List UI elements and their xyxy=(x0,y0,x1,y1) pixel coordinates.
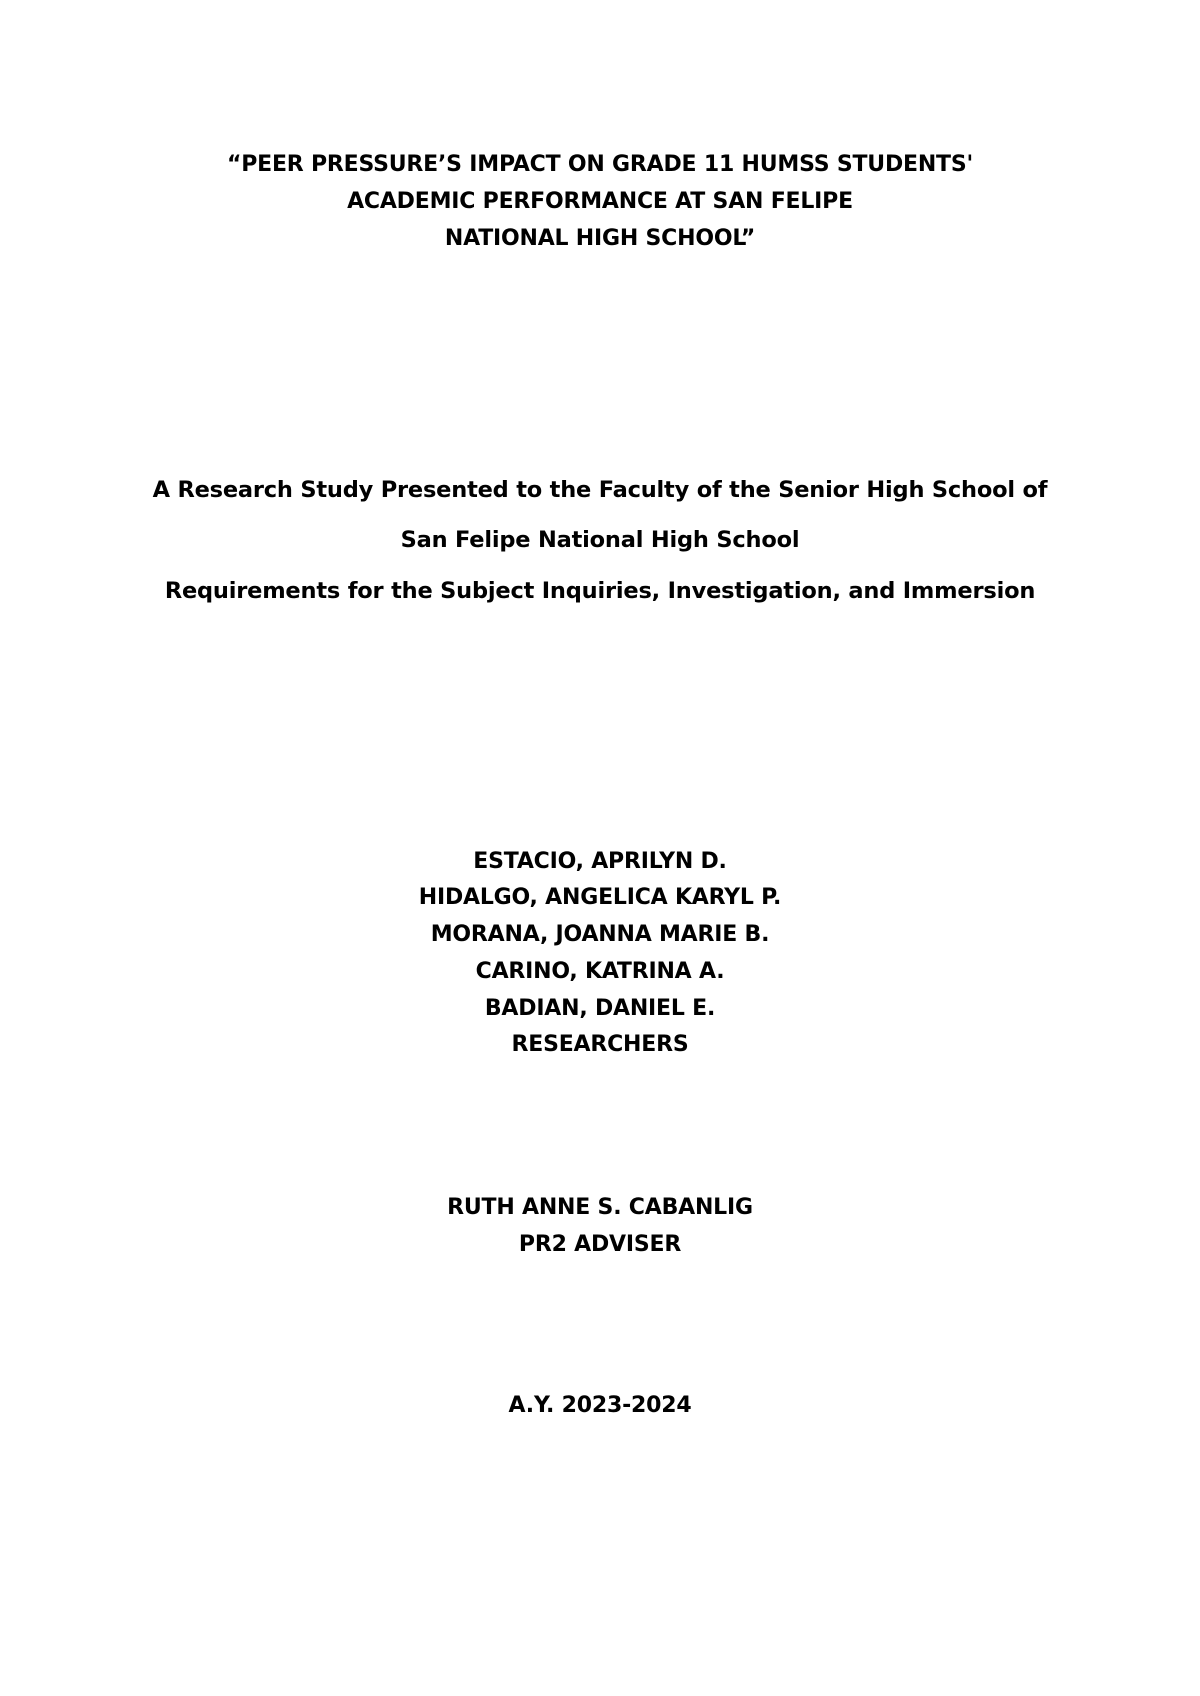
researchers-label: RESEARCHERS xyxy=(511,1032,689,1057)
researcher-name-1: ESTACIO, APRILYN D. xyxy=(473,849,727,874)
researcher-name-3: MORANA, JOANNA MARIE B. xyxy=(430,922,770,947)
presentation-line-2: San Felipe National High School xyxy=(400,527,800,553)
adviser-label: PR2 ADVISER xyxy=(518,1232,682,1257)
title-line-3: NATIONAL HIGH SCHOOL” xyxy=(444,226,756,251)
researcher-name-2: HIDALGO, ANGELICA KARYL P. xyxy=(418,885,782,910)
presentation-line-1: A Research Study Presented to the Faculty of the Senior High School of xyxy=(152,477,1048,503)
title-line-1: “PEER PRESSURE’S IMPACT ON GRADE 11 HUMSS STUDENTS' xyxy=(226,152,974,177)
presentation-line-3: Requirements for the Subject Inquiries, Investigation, and Immersion xyxy=(164,578,1036,604)
researcher-name-4: CARINO, KATRINA A. xyxy=(475,959,725,984)
adviser-name: RUTH ANNE S. CABANLIG xyxy=(447,1195,753,1220)
academic-year: A.Y. 2023-2024 xyxy=(508,1393,692,1418)
title-line-2: ACADEMIC PERFORMANCE AT SAN FELIPE xyxy=(347,189,853,214)
researcher-name-5: BADIAN, DANIEL E. xyxy=(484,996,716,1021)
